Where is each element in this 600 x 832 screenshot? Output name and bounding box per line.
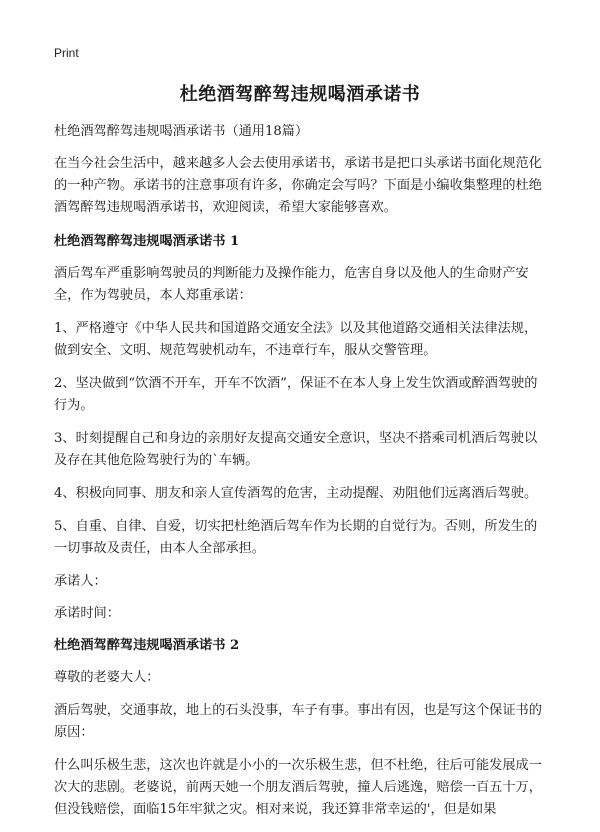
intro-paragraph: 在当今社会生活中，越来越多人会去使用承诺书，承诺书是把口头承诺书面化规范化的一种产物。承诺书的注意事项有许多，你确定会写吗？下面是小编收集整理的杜绝酒驾醉驾违规喝酒承诺书，欢迎阅读，希望大家能够喜欢。 xyxy=(54,156,542,215)
document-subtitle: 杜绝酒驾醉驾违规喝酒承诺书（通用18篇） xyxy=(54,124,309,139)
document-title: 杜绝酒驾醉驾违规喝酒承诺书 xyxy=(179,84,421,105)
signer-label: 承诺人： xyxy=(54,574,107,589)
section-heading-2: 杜绝酒驾醉驾违规喝酒承诺书 2 xyxy=(54,638,240,653)
section-heading-1: 杜绝酒驾醉驾违规喝酒承诺书 1 xyxy=(54,234,240,249)
section-2-paragraph: 什么叫乐极生悲，这次也许就是小小的一次乐极生悲，但不杜绝，往后可能发展成一次大的悲剧。老婆说，前两天她一个朋友酒后驾驶，撞人后逃逸，赔偿一百五十万，但没钱赔偿，面临15年牢狱之灾。相对来说，我还算非常幸运的'，但是如果 xyxy=(54,758,542,817)
date-label: 承诺时间： xyxy=(54,606,120,621)
section-2-paragraph: 尊敬的老婆大人： xyxy=(54,670,160,685)
section-1-paragraph: 酒后驾车严重影响驾驶员的判断能力及操作能力，危害自身以及他人的生命财产安全，作为驾驶员，本人郑重承诺： xyxy=(54,266,529,303)
section-1-paragraph: 5、自重、自律、自爱，切实把杜绝酒后驾车作为长期的自觉行为。否则，所发生的一切事故及责任，由本人全部承担。 xyxy=(54,519,538,556)
section-1-paragraph: 3、时刻提醒自己和身边的亲朋好友提高交通安全意识，坚决不搭乘司机酒后驾驶以及存在其他危险驾驶行为的`车辆。 xyxy=(54,431,538,468)
section-1-paragraph: 1、严格遵守《中华人民共和国道路交通安全法》以及其他道路交通相关法律法规，做到安全、文明、规范驾驶机动车，不违章行车，服从交警管理。 xyxy=(54,321,538,358)
section-1-paragraph: 4、积极向同事、朋友和亲人宣传酒驾的危害，主动提醒、劝阻他们远离酒后驾驶。 xyxy=(54,486,538,501)
print-link[interactable]: Print xyxy=(54,46,79,60)
section-2-paragraph: 酒后驾驶，交通事故，地上的石头没事，车子有事。事出有因，也是写这个保证书的原因： xyxy=(54,703,542,740)
document-body xyxy=(54,121,544,832)
section-1-paragraph: 2、坚决做到“饮酒不开车，开车不饮酒”，保证不在本人身上发生饮酒或醉酒驾驶的行为。 xyxy=(54,376,538,413)
